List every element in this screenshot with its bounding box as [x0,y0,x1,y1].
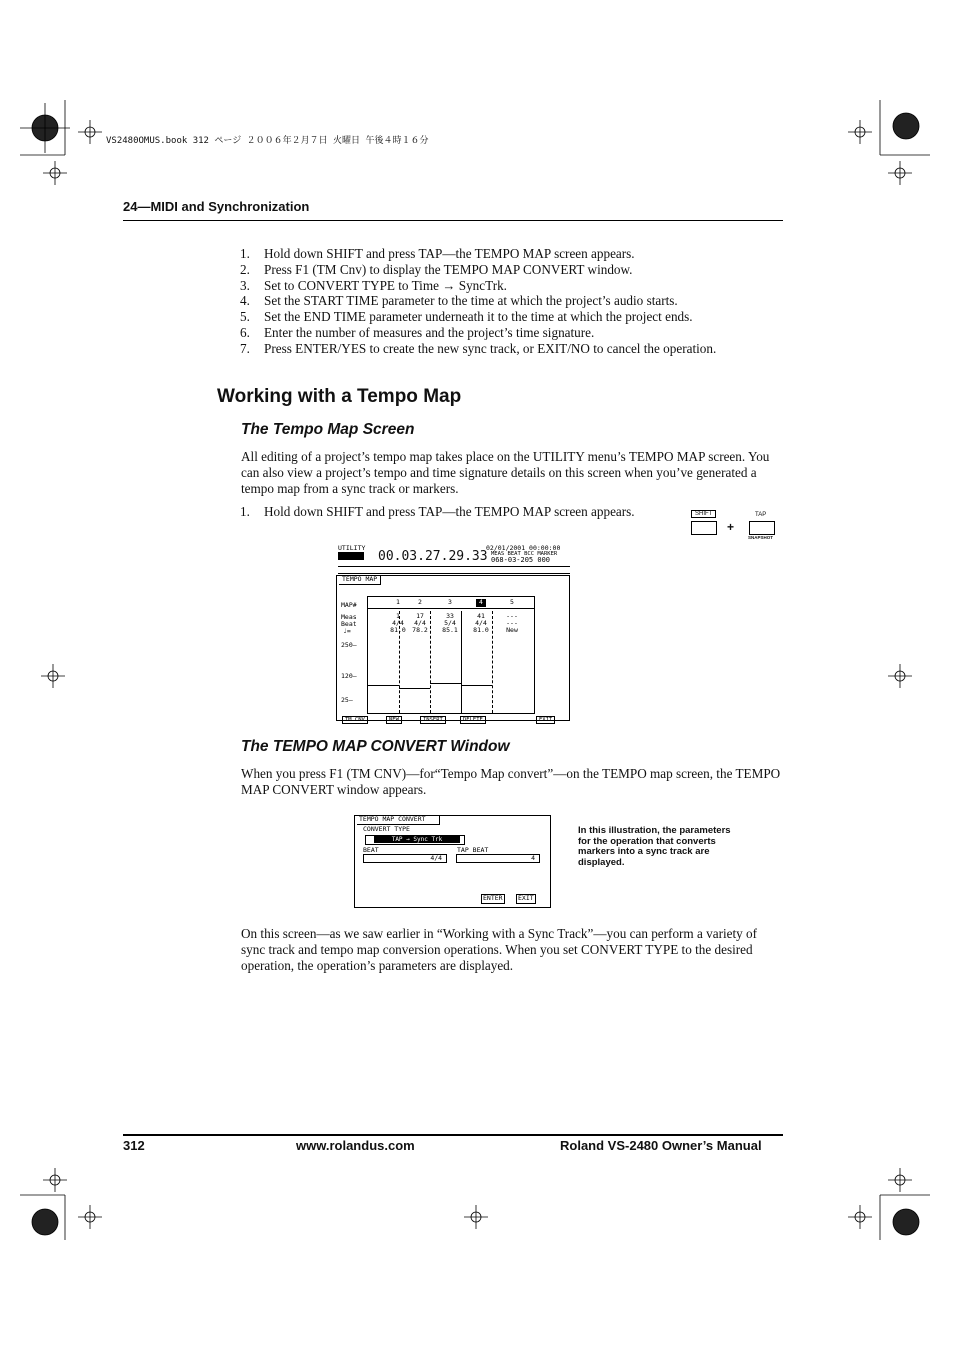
lcd-tab-title: TEMPO MAP [339,576,381,585]
lcd-cell-map: 3 [448,598,452,606]
convert-paragraph: When you press F1 (TM CNV)—for“Tempo Map convert”—on the TEMPO map screen, the TEMPO MAP CONVERT window appears. [241,766,781,797]
lcd-cell-tempo: 78.2 [412,626,428,634]
step-text: Set the START TIME parameter to the time at which the project’s audio starts. [264,293,678,309]
lcd-cell-beat: 4/4 [392,619,404,627]
subsection-title-convert: The TEMPO MAP CONVERT Window [241,738,510,755]
lcd-status-row [338,566,570,574]
lcd-tempo-line [399,688,430,689]
convert-type-label: CONVERT TYPE [363,825,410,833]
lcd-cell-map: 2 [418,598,422,606]
beat-field [363,854,447,863]
lcd-track-block [338,552,364,560]
lcd-cell-meas: --- [506,612,518,620]
footer-manual-title: Roland VS-2480 Owner’s Manual [560,1138,762,1153]
lcd-grid-header-line [368,608,534,609]
step-number: 1. [240,246,250,261]
lcd-cell-beat: 5/4 [444,619,456,627]
tap-beat-label: TAP BEAT [457,846,489,854]
lcd-fkey-exit[interactable]: EXIT [536,716,555,724]
step-text: Press ENTER/YES to create the new sync track, or EXIT/NO to cancel the operation. [264,340,717,356]
lcd-cell-beat: --- [506,619,518,627]
lcd-menu: UTILITY [338,544,366,552]
step-number: 1. [240,504,250,519]
lcd-meas-value: 068-03-205 000 [491,556,551,564]
lcd-cell-map: 4 [476,599,486,607]
lcd-cell-tempo: 81.0 [473,626,489,634]
footer-url: www.rolandus.com [296,1138,415,1153]
lcd-row-label-tempo: ♩= [343,627,351,635]
page-number: 312 [123,1138,145,1153]
lcd-function-keys [342,716,570,724]
step-text: Set to CONVERT TYPE to Time → SyncTrk. [264,277,507,293]
lcd-cell-map: 1 [396,598,400,606]
shift-key [691,521,717,535]
section-title: Working with a Tempo Map [217,386,462,407]
lcd-fkey-new[interactable]: NEW [386,716,402,724]
lcd-cell-meas: 1 [396,612,400,620]
plus-sign: + [727,520,735,534]
shift-label: SHIFT [691,510,716,518]
convert-lcd [354,815,551,908]
convert-type-field [365,835,465,845]
tempo-map-paragraph: All editing of a project’s tempo map takes place on the UTILITY menu’s TEMPO MAP screen. You can also view a project’s tempo and time signature details on this screen when you’ve generated a tempo map from a sync track or markers. [241,449,770,496]
lcd-cell-meas: 33 [446,612,454,620]
lcd-main-frame [336,575,570,721]
closing-paragraph: On this screen—as we saw earlier in “Working with a Sync Track”—you can perform a variety of sync track and tempo map conversion operations. When you set CONVERT TYPE to the desired operation, the operation’s parameters are displayed. [241,926,758,973]
illustration-note: In this illustration, the parameters for the operation that converts markers into a sync track are displayed. [578,825,731,868]
step-item [240,341,780,357]
step-text: Hold down SHIFT and press TAP—the TEMPO MAP screen appears. [264,246,635,261]
tap-label: TAP [755,512,767,518]
lcd-axis-25: 25— [341,696,353,704]
lcd-cell-tempo: New [506,626,518,634]
exit-button[interactable]: EXIT [518,894,534,902]
lcd-axis-120: 120— [341,672,357,680]
header-rule [123,220,783,221]
lcd-cell-map: 5 [510,598,514,606]
footer-rule [123,1134,783,1136]
lcd-cell-meas: 17 [416,612,424,620]
enter-button[interactable]: ENTER [483,894,503,902]
convert-type-value: TAP → Sync Trk [374,836,460,843]
tap-beat-field [456,854,540,863]
step-item [240,262,780,278]
step-item [240,325,780,341]
steps-list [240,246,780,357]
lcd-row-label-beat: Beat [341,620,357,628]
step-item [240,309,780,325]
step-item [240,293,780,309]
tempo-map-step [240,504,640,520]
step-text: Set the END TIME parameter underneath it to the time at which the project ends. [264,309,693,325]
convert-lcd-title: TEMPO MAP CONVERT [357,816,440,825]
lcd-row-label-map: MAP# [341,601,357,609]
tap-key [749,521,775,535]
lcd-cell-beat: 4/4 [414,619,426,627]
beat-value: 4/4 [430,854,443,862]
beat-label: BEAT [363,846,379,854]
lcd-time-display: 00.03.27.29.33 [378,549,488,564]
lcd-fkey-delete[interactable]: DELETE [460,716,486,724]
lcd-tempo-line [368,685,399,686]
lcd-cell-tempo: 81.0 [390,626,406,634]
lcd-tempo-line [430,683,461,684]
lcd-cell-beat: 4/4 [475,619,487,627]
step-number: 5. [240,309,250,325]
step-number: 6. [240,324,250,340]
lcd-axis-250: 250— [341,641,357,649]
step-number: 3. [240,277,250,293]
lcd-fkey-insert[interactable]: INSERT [420,716,446,724]
lcd-cell-meas: 41 [477,612,485,620]
lcd-date: 02/01/2001 00:00:00 [486,544,561,552]
tap-beat-value: 4 [531,854,536,862]
snapshot-label: SNAPSHOT [748,535,774,540]
chapter-header: 24—MIDI and Synchronization [123,199,310,214]
book-stamp: VS2480OMUS.book 312 ページ ２００６年２月７日 火曜日 午後４時１６分 [106,136,429,146]
lcd-cell-tempo: 85.1 [442,626,458,634]
lcd-tempo-line [461,685,492,686]
step-number: 2. [240,261,250,277]
step-text: Press F1 (TM Cnv) to display the TEMPO MAP CONVERT window. [264,261,633,277]
lcd-row-label-meas: Meas [341,613,357,621]
step-item [240,278,780,294]
step-number: 7. [240,340,250,356]
shift-tap-illustration [689,508,781,544]
step-item [240,246,780,262]
lcd-meas-header: MEAS BEAT BCC MARKER [491,551,558,557]
step-number: 4. [240,293,250,309]
lcd-fkey-tm-cnv[interactable]: TM CNV [342,716,368,724]
step-text: Hold down SHIFT and press TAP—the TEMPO MAP screen appears. [264,504,635,519]
step-text: Enter the number of measures and the project’s time signature. [264,324,595,340]
tempo-map-lcd [336,545,570,723]
subsection-title-tempo-map: The Tempo Map Screen [241,421,415,438]
